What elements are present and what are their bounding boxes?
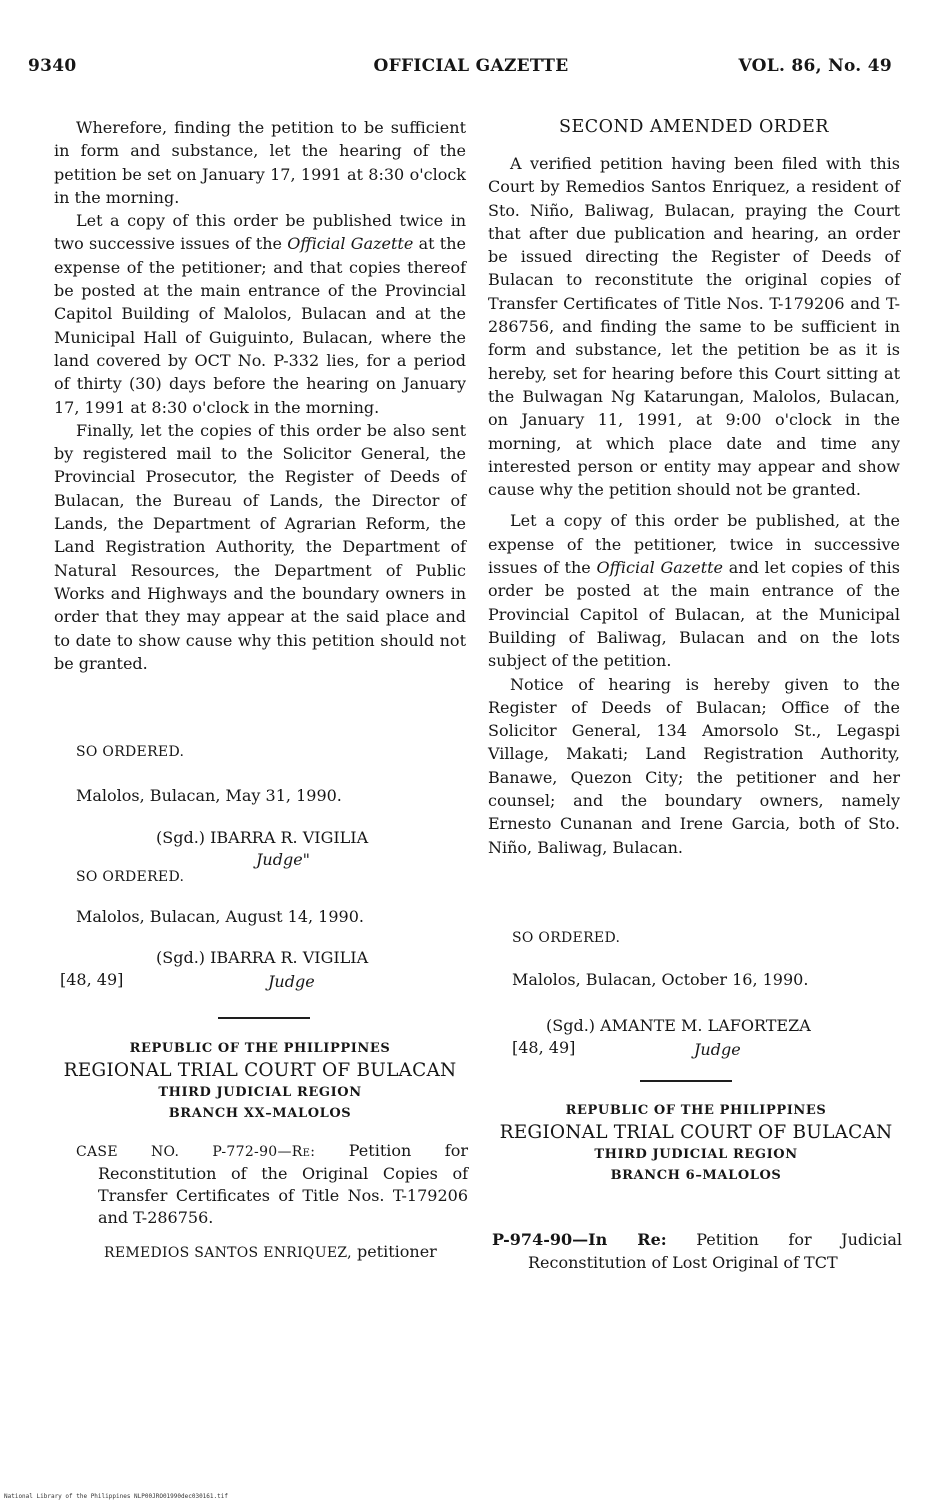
petitioner-line: REMEDIOS SANTOS ENRIQUEZ, petitioner — [104, 1242, 437, 1261]
left-column — [54, 116, 466, 675]
so-ordered-2: SO ORDERED. — [76, 869, 185, 885]
judicial-region: THIRD JUDICIAL REGION — [158, 1085, 362, 1100]
judge-title-1: Judge" — [256, 850, 311, 869]
section-divider-right — [640, 1080, 732, 1082]
scan-footer: National Library of the Philippines NLP00JRO01990dec030161.tif — [4, 1493, 228, 1500]
section-divider-left — [218, 1017, 310, 1019]
paragraph-publication-right: Let a copy of this order be published, at the expense of the petitioner, twice in successive issues of the Official Gazette and let copies of this order be posted at the main entrance of the Provincial Capitol of Bulacan, at the Municipal Building of Baliwag, Bulacan and on the lots subject of the petition. — [488, 511, 900, 671]
issue-reference-right: [48, 49] — [512, 1038, 576, 1057]
judge-title-2: Judge — [268, 972, 315, 991]
so-ordered-right: SO ORDERED. — [512, 930, 621, 946]
paragraph-distribution: Finally, let the copies of this order be also sent by registered mail to the Solicitor General, the Provincial Prosecutor, the Register of Deeds of Bulacan, the Bureau of Lands, the Director of Lands, the Department of Agrarian Reform, the Land Registration Authority, the Department of Natural Resources, the Department of Public Works and Highways and the boundary owners in order that they may appear at the said place and to date to show cause why this petition should not be granted. — [54, 420, 466, 673]
court-name: REGIONAL TRIAL COURT OF BULACAN — [499, 1122, 893, 1143]
republic-label: REPUBLIC OF THE PHILIPPINES — [129, 1041, 391, 1056]
order-title: SECOND AMENDED ORDER — [559, 117, 829, 137]
judge-title-right: Judge — [694, 1040, 741, 1059]
signature-1: (Sgd.) IBARRA R. VIGILIA — [156, 828, 369, 847]
place-date-1: Malolos, Bulacan, May 31, 1990. — [76, 786, 342, 805]
place-date-right: Malolos, Bulacan, October 16, 1990. — [512, 970, 809, 989]
case-caption-left: CASE NO. P-772-90—Re: Petition for Reconstitution of the Original Copies of Transfer Certificates of Title Nos. T-179206 and T-286756. — [76, 1141, 469, 1227]
court-name: REGIONAL TRIAL COURT OF BULACAN — [63, 1060, 457, 1081]
judicial-region: THIRD JUDICIAL REGION — [594, 1147, 798, 1162]
court-heading-left — [40, 1038, 480, 1124]
signature-right: (Sgd.) AMANTE M. LAFORTEZA — [546, 1016, 811, 1035]
court-branch: BRANCH 6–MALOLOS — [610, 1168, 782, 1183]
paragraph-petition: A verified petition having been filed with this Court by Remedios Santos Enriquez, a resident of Sto. Niño, Baliwag, Bulacan, praying the Court that after due publication and hearing, an order be issued directing the Register of Deeds of Bulacan to reconstitute the original copies of Transfer Certificates of Title Nos. T-179206 and T-286756, and finding the same to be sufficient in form and substance, let the petition be as it is hereby, set for hearing before this Court sitting at the Bulwagan Ng Katarungan, Malolos, Bulacan, on January 11, 1991, at 9:00 o'clock in the morning, at which place date and time any interested person or entity may appear and show cause why the petition should not be granted. — [488, 154, 900, 500]
republic-label: REPUBLIC OF THE PHILIPPINES — [565, 1103, 827, 1118]
place-date-2: Malolos, Bulacan, August 14, 1990. — [76, 907, 364, 926]
paragraph-publication: Let a copy of this order be published twice in two successive issues of the Official Gazette at the expense of the petitioner; and that copies thereof be posted at the main entrance of the Provincial Capitol Building of Malolos, Bulacan and at the Municipal Hall of Guiguinto, Bulacan, where the land covered by OCT No. P-332 lies, for a period of thirty (30) days before the hearing on January 17, 1991 at 8:30 o'clock in the morning. — [54, 211, 467, 417]
right-column — [488, 152, 900, 859]
court-heading-right — [480, 1100, 912, 1186]
signature-2: (Sgd.) IBARRA R. VIGILIA — [156, 948, 369, 967]
page-number: 9340 — [28, 56, 77, 76]
court-branch: BRANCH XX–MALOLOS — [168, 1106, 352, 1121]
volume-number: VOL. 86, No. 49 — [738, 56, 892, 76]
case-caption-right: P-974-90—In Re: Petition for Judicial Reconstitution of Lost Original of TCT — [492, 1230, 902, 1272]
publication-title: OFFICIAL GAZETTE — [373, 56, 569, 76]
paragraph-notice: Notice of hearing is hereby given to the Register of Deeds of Bulacan; Office of the Solicitor General, 134 Amorsolo St., Legaspi Village, Makati; Land Registration Authority, Banawe, Quezon City; the petitioner and her counsel; and the boundary owners, namely Ernesto Cunanan and Irene Garcia, both of Sto. Niño, Baliwag, Bulacan. — [488, 674, 900, 857]
paragraph-hearing: Wherefore, finding the petition to be sufficient in form and substance, let the hearing of the petition be set on January 17, 1991 at 8:30 o'clock in the morning. — [54, 118, 466, 207]
issue-reference: [48, 49] — [60, 970, 124, 989]
so-ordered-1: SO ORDERED. — [76, 744, 185, 760]
